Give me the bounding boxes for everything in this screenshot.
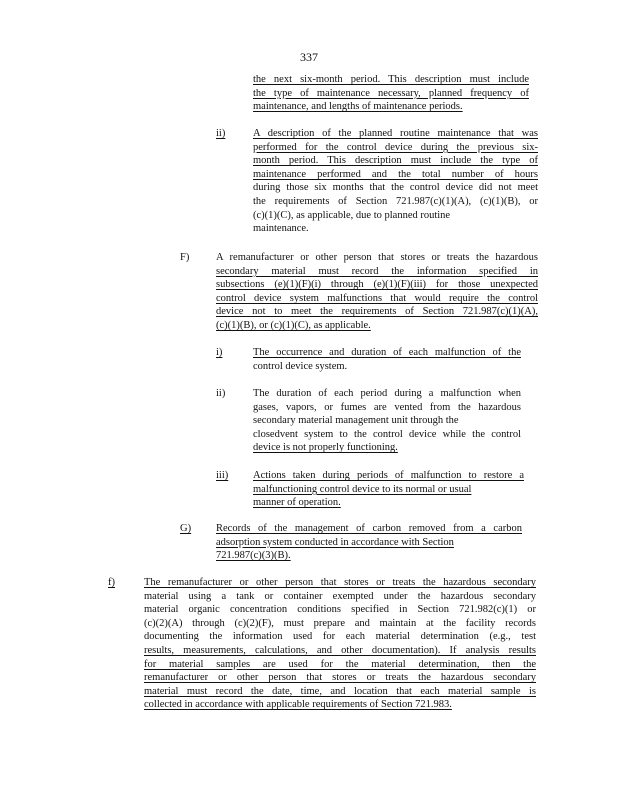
text-line: material using a tank or container exempted under the hazardous secondary xyxy=(144,590,536,602)
text-line: manner of operation. xyxy=(253,497,341,509)
text-line: the next six-month period. This description must include xyxy=(253,74,529,85)
page-number: 337 xyxy=(300,50,318,64)
list-marker: i) xyxy=(216,347,223,358)
paragraph-ii-planned-maintenance xyxy=(253,127,538,236)
text-line: maintenance performed and the total number of hours xyxy=(253,168,538,180)
text-line: documenting the information used for each material determination (e.g., test xyxy=(144,631,536,643)
text-line: device not to meet the requirements of Section 721.987(c)(1)(A), xyxy=(216,306,538,318)
list-marker: ii) xyxy=(216,388,226,399)
text-line: the type of maintenance necessary, planned frequency of xyxy=(253,87,529,99)
text-line: during those six months that the control device did not meet xyxy=(253,182,538,194)
text-line: (c)(1)(B), or (c)(1)(C), as applicable. xyxy=(216,319,371,331)
text-line: The duration of each period during a malfunction when xyxy=(253,388,521,399)
list-marker: ii) xyxy=(216,128,226,139)
text-line: device is not properly functioning. xyxy=(253,442,398,454)
text-line: The occurrence and duration of each malfunction of the xyxy=(253,347,521,358)
text-line: results, measurements, calculations, and other documentation). If analysis results xyxy=(144,644,536,656)
paragraph-F-iii xyxy=(253,469,524,510)
list-marker: F) xyxy=(180,252,190,263)
text-line: material organic concentration conditions specified in Section 721.982(c)(1) or xyxy=(144,604,536,616)
text-line: maintenance, and lengths of maintenance periods. xyxy=(253,101,463,113)
continued-paragraph xyxy=(253,73,529,114)
text-line: material must record the date, time, and location that each material sample is xyxy=(144,685,536,697)
text-line: gases, vapors, or fumes are vented from the hazardous xyxy=(253,401,521,413)
list-marker: G) xyxy=(180,523,192,534)
text-line: (c)(2)(A) through (c)(2)(F), must prepare and maintain at the facility records xyxy=(144,617,536,629)
text-line: Records of the management of carbon removed from a carbon xyxy=(216,523,522,534)
text-line: secondary material management unit through the xyxy=(253,415,459,427)
list-marker: f) xyxy=(108,577,115,588)
text-line: closedvent system to the control device while the control xyxy=(253,428,521,440)
text-line: malfunctioning control device to its normal or usual xyxy=(253,483,472,495)
paragraph-F-i xyxy=(253,346,521,373)
text-line: The remanufacturer or other person that stores or treats the hazardous secondary xyxy=(144,577,536,588)
text-line: A description of the planned routine maintenance that was xyxy=(253,128,538,139)
text-line: secondary material must record the information specified in xyxy=(216,265,538,277)
paragraph-F-ii xyxy=(253,387,521,455)
text-line: remanufacturer or other person that stores or treats the hazardous secondary xyxy=(144,672,536,684)
text-line: month period. This description must include the type of xyxy=(253,155,538,167)
text-line: Actions taken during periods of malfunction to restore a xyxy=(253,470,524,481)
paragraph-F-malfunction-records xyxy=(216,251,538,333)
text-line: (c)(1)(C), as applicable, due to planned routine xyxy=(253,209,451,221)
text-line: performed for the control device during the previous six- xyxy=(253,141,538,153)
text-line: the requirements of Section 721.987(c)(1)(A), (c)(1)(B), or xyxy=(253,195,538,207)
text-line: maintenance. xyxy=(253,223,309,235)
text-line: 721.987(c)(3)(B). xyxy=(216,550,291,562)
text-line: for material samples are used for the material determination, then the xyxy=(144,658,536,670)
text-line: subsections (e)(1)(F)(i) through (e)(1)(F)(iii) for those unexpected xyxy=(216,279,538,291)
text-line: adsorption system conducted in accordance with Section xyxy=(216,536,454,548)
paragraph-G-carbon-records xyxy=(216,522,522,563)
text-line: A remanufacturer or other person that stores or treats the hazardous xyxy=(216,252,538,263)
text-line: control device system malfunctions that would require the control xyxy=(216,292,538,304)
text-line: control device system. xyxy=(253,360,348,372)
list-marker: iii) xyxy=(216,470,229,481)
paragraph-f-tank-container-records xyxy=(144,576,536,712)
text-line: collected in accordance with applicable requirements of Section 721.983. xyxy=(144,699,452,711)
